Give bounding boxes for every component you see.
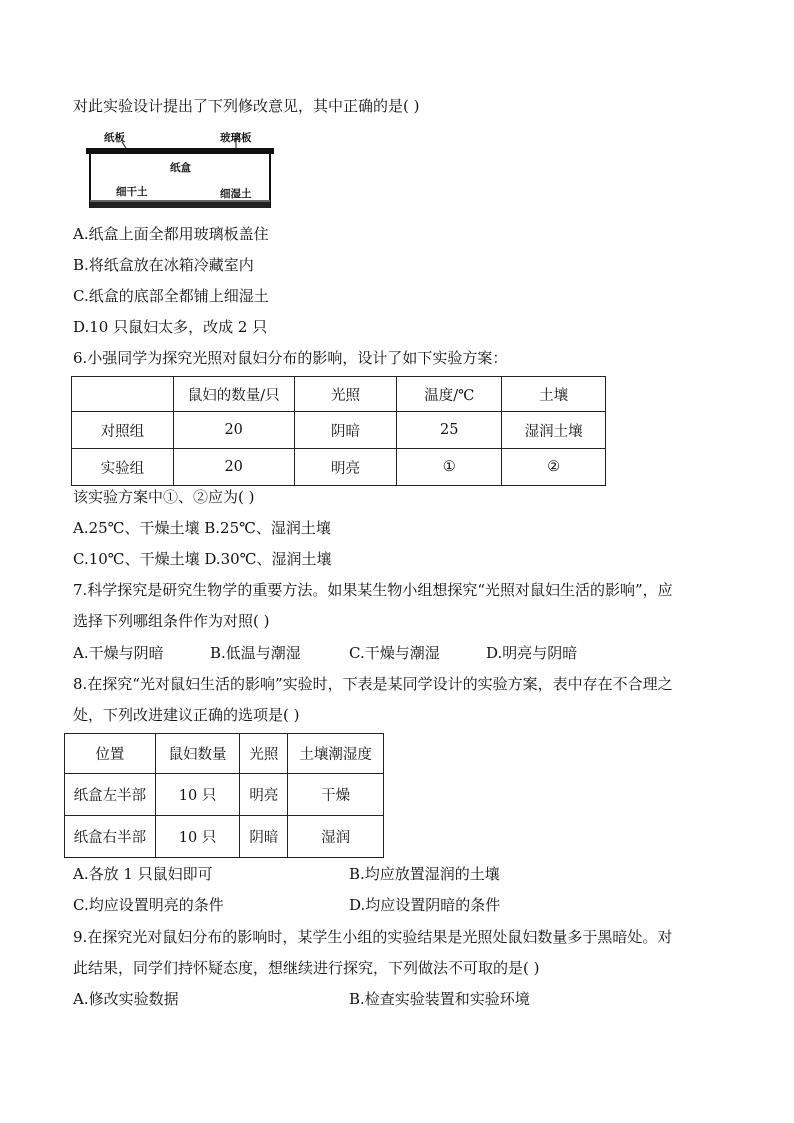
label-wet-soil: 细湿土: [220, 188, 252, 200]
q7-stem-line2: 选择下列哪组条件作为对照( ): [73, 612, 270, 630]
q8-option-d: D.均应设置阴暗的条件: [349, 896, 501, 914]
q7-option-d: D.明亮与阴暗: [486, 644, 578, 662]
table-header-cell: 光照: [294, 377, 397, 412]
q8-option-a: A.各放 1 只鼠妇即可: [73, 865, 213, 883]
q5-stem: 对此实验设计提出了下列修改意见，其中正确的是( ): [73, 97, 420, 115]
table-cell: 湿润: [288, 816, 384, 858]
q8-table: [64, 733, 384, 858]
table-header-cell: [72, 377, 174, 412]
q6-options-ab: A.25℃、干燥土壤 B.25℃、湿润土壤: [73, 519, 331, 537]
table-cell: 明亮: [294, 449, 397, 486]
q6-options-cd: C.10℃、干燥土壤 D.30℃、湿润土壤: [73, 550, 332, 568]
label-dry-soil: 细干土: [116, 186, 148, 198]
q9-stem-line2: 此结果，同学们持怀疑态度，想继续进行探究，下列做法不可取的是( ): [73, 959, 540, 977]
q5-option-b: B.将纸盒放在冰箱冷藏室内: [73, 256, 254, 274]
q8-stem-line1: 8.在探究“光对鼠妇生活的影响”实验时，下表是某同学设计的实验方案，表中存在不合理之: [73, 675, 673, 693]
q5-option-c: C.纸盒的底部全都铺上细湿土: [73, 287, 269, 305]
q9-option-a: A.修改实验数据: [73, 990, 179, 1008]
table-cell: 20: [173, 412, 294, 449]
table-cell: 实验组: [72, 449, 174, 486]
table-header-cell: 鼠妇的数量/只: [173, 377, 294, 412]
table-cell: 10 只: [155, 816, 240, 858]
board-top: [86, 148, 274, 153]
q6-follow: 该实验方案中①、②应为( ): [73, 488, 255, 506]
q6-stem: 6.小强同学为探究光照对鼠妇分布的影响，设计了如下实验方案：: [73, 349, 508, 367]
table-row: [72, 449, 606, 486]
q8-option-b: B.均应放置湿润的土壤: [349, 865, 500, 883]
table-cell: ②: [502, 449, 606, 486]
table-cell: 明亮: [240, 774, 288, 816]
table-cell: 阴暗: [240, 816, 288, 858]
table-header-row: [72, 377, 606, 412]
table-header-cell: 土壤: [502, 377, 606, 412]
table-cell: 20: [173, 449, 294, 486]
table-cell: 10 只: [155, 774, 240, 816]
table-header-cell: 位置: [65, 734, 156, 774]
table-row: [72, 412, 606, 449]
q8-option-c: C.均应设置明亮的条件: [73, 896, 224, 914]
table-header-cell: 鼠妇数量: [155, 734, 240, 774]
table-cell: 纸盒右半部: [65, 816, 156, 858]
q6-table: [71, 376, 606, 486]
table-header-cell: 温度/℃: [397, 377, 502, 412]
table-header-row: [65, 734, 384, 774]
table-cell: 纸盒左半部: [65, 774, 156, 816]
table-header-cell: 光照: [240, 734, 288, 774]
label-glass-board: 玻璃板: [220, 132, 252, 144]
table-cell: 25: [397, 412, 502, 449]
q7-option-b: B.低温与潮湿: [210, 644, 301, 662]
table-cell: 湿润土壤: [502, 412, 606, 449]
q5-option-a: A.纸盒上面全都用玻璃板盖住: [73, 225, 269, 243]
q5-option-d: D.10 只鼠妇太多，改成 2 只: [73, 318, 268, 336]
q8-stem-line2: 处，下列改进建议正确的选项是( ): [73, 706, 300, 724]
table-cell: 干燥: [288, 774, 384, 816]
table-header-cell: 土壤潮湿度: [288, 734, 384, 774]
experiment-box-figure: [86, 128, 274, 212]
label-paper-board: 纸板: [104, 132, 125, 144]
q7-stem-line1: 7.科学探究是研究生物学的重要方法。如果某生物小组想探究“光照对鼠妇生活的影响”，应: [73, 581, 673, 599]
table-row: [65, 816, 384, 858]
table-cell: 对照组: [72, 412, 174, 449]
q7-option-c: C.干燥与潮湿: [349, 644, 440, 662]
label-box: 纸盒: [170, 162, 191, 174]
table-cell: ①: [397, 449, 502, 486]
table-row: [65, 774, 384, 816]
table-cell: 阴暗: [294, 412, 397, 449]
q7-option-a: A.干燥与阴暗: [73, 644, 164, 662]
q9-option-b: B.检查实验装置和实验环境: [349, 990, 530, 1008]
q9-stem-line1: 9.在探究光对鼠妇分布的影响时，某学生小组的实验结果是光照处鼠妇数量多于黑暗处。对: [73, 928, 673, 946]
